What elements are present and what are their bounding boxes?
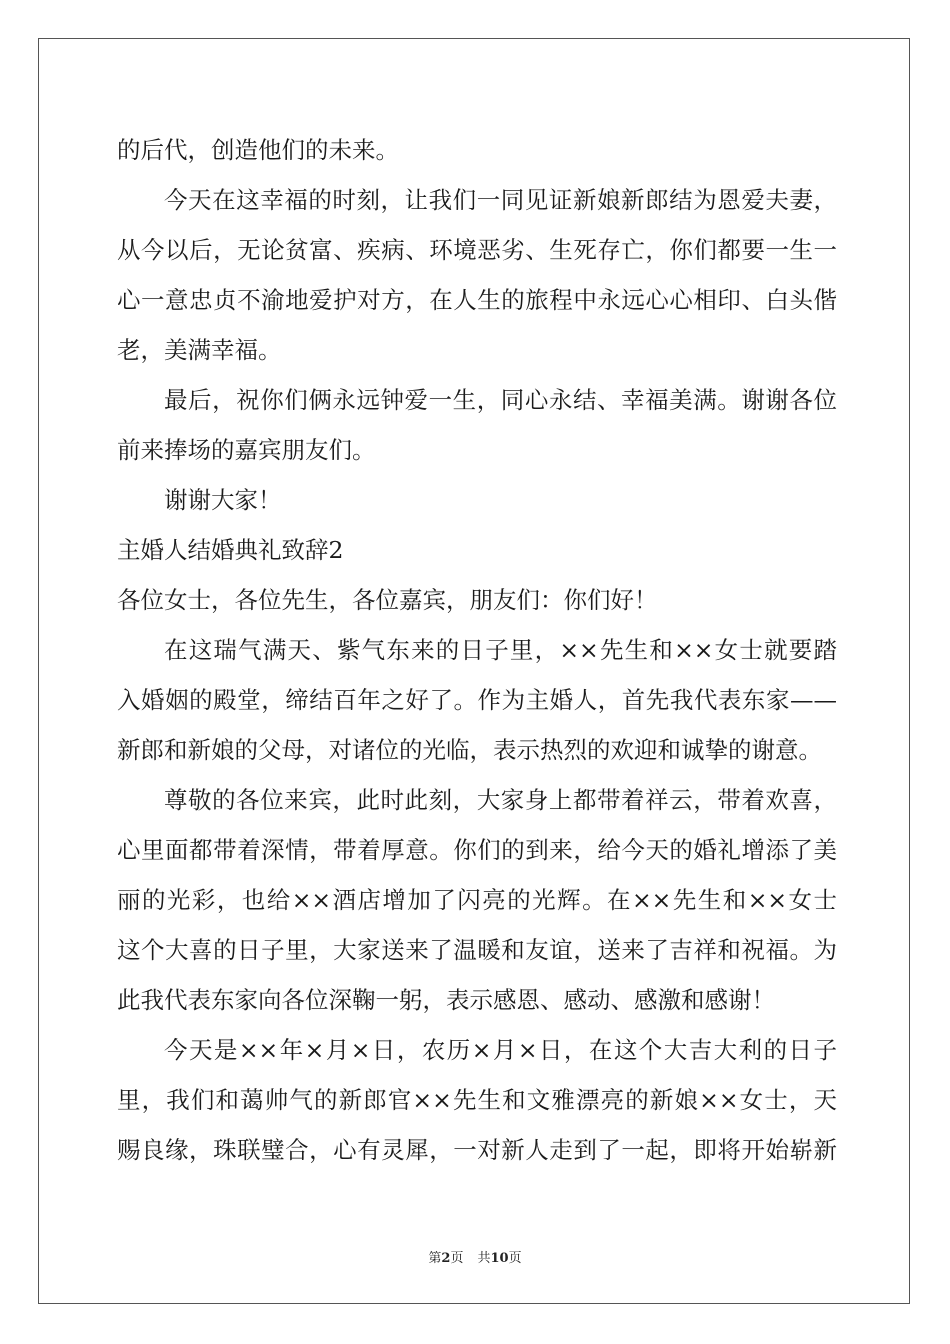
text-line: 最后，祝你们俩永远钟爱一生，同心永结、幸福美满。谢谢各位	[164, 386, 837, 414]
text-line: 今天在这幸福的时刻，让我们一同见证新娘新郎结为恩爱夫妻，	[164, 186, 837, 214]
text-line: 入婚姻的殿堂，缔结百年之好了。作为主婚人，首先我代表东家——	[117, 686, 837, 714]
footer-page-number: 2	[441, 1251, 451, 1266]
text-line: 老，美满幸福。	[117, 336, 282, 364]
text-line: 赐良缘，珠联璧合，心有灵犀，一对新人走到了一起，即将开始崭新	[117, 1136, 837, 1164]
document-body	[117, 125, 837, 1175]
text-line: 各位女士，各位先生，各位嘉宾，朋友们：你们好！	[117, 586, 658, 614]
text-line: 主婚人结婚典礼致辞2	[117, 536, 344, 564]
footer-page-prefix: 第	[428, 1251, 442, 1266]
text-line: 前来捧场的嘉宾朋友们。	[117, 436, 376, 464]
text-line: 从今以后，无论贫富、疾病、环境恶劣、生死存亡，你们都要一生一	[117, 236, 837, 264]
text-line: 尊敬的各位来宾，此时此刻，大家身上都带着祥云，带着欢喜，	[164, 786, 837, 814]
footer-total-number: 10	[490, 1251, 509, 1266]
text-line: 丽的光彩，也给××酒店增加了闪亮的光辉。在××先生和××女士	[117, 886, 837, 914]
footer-total-suffix: 页	[508, 1251, 522, 1266]
text-line: 在这瑞气满天、紫气东来的日子里，××先生和××女士就要踏	[164, 636, 837, 664]
text-line: 的后代，创造他们的未来。	[117, 136, 399, 164]
footer-total-prefix: 共	[477, 1251, 491, 1266]
text-line: 此我代表东家向各位深鞠一躬，表示感恩、感动、感激和感谢！	[117, 986, 775, 1014]
text-line: 里，我们和蔼帅气的新郎官××先生和文雅漂亮的新娘××女士，天	[117, 1086, 837, 1114]
text-line: 谢谢大家！	[164, 486, 282, 514]
text-line: 今天是××年×月×日，农历×月×日，在这个大吉大利的日子	[164, 1036, 837, 1064]
footer-page-suffix: 页	[450, 1251, 464, 1266]
text-line: 新郎和新娘的父母，对诸位的光临，表示热烈的欢迎和诚挚的谢意。	[117, 736, 822, 764]
text-line: 心一意忠贞不渝地爱护对方，在人生的旅程中永远心心相印、白头偕	[117, 286, 837, 314]
page-footer	[0, 1247, 950, 1266]
text-line: 心里面都带着深情，带着厚意。你们的到来，给今天的婚礼增添了美	[117, 836, 837, 864]
text-line: 这个大喜的日子里，大家送来了温暖和友谊，送来了吉祥和祝福。为	[117, 936, 837, 964]
